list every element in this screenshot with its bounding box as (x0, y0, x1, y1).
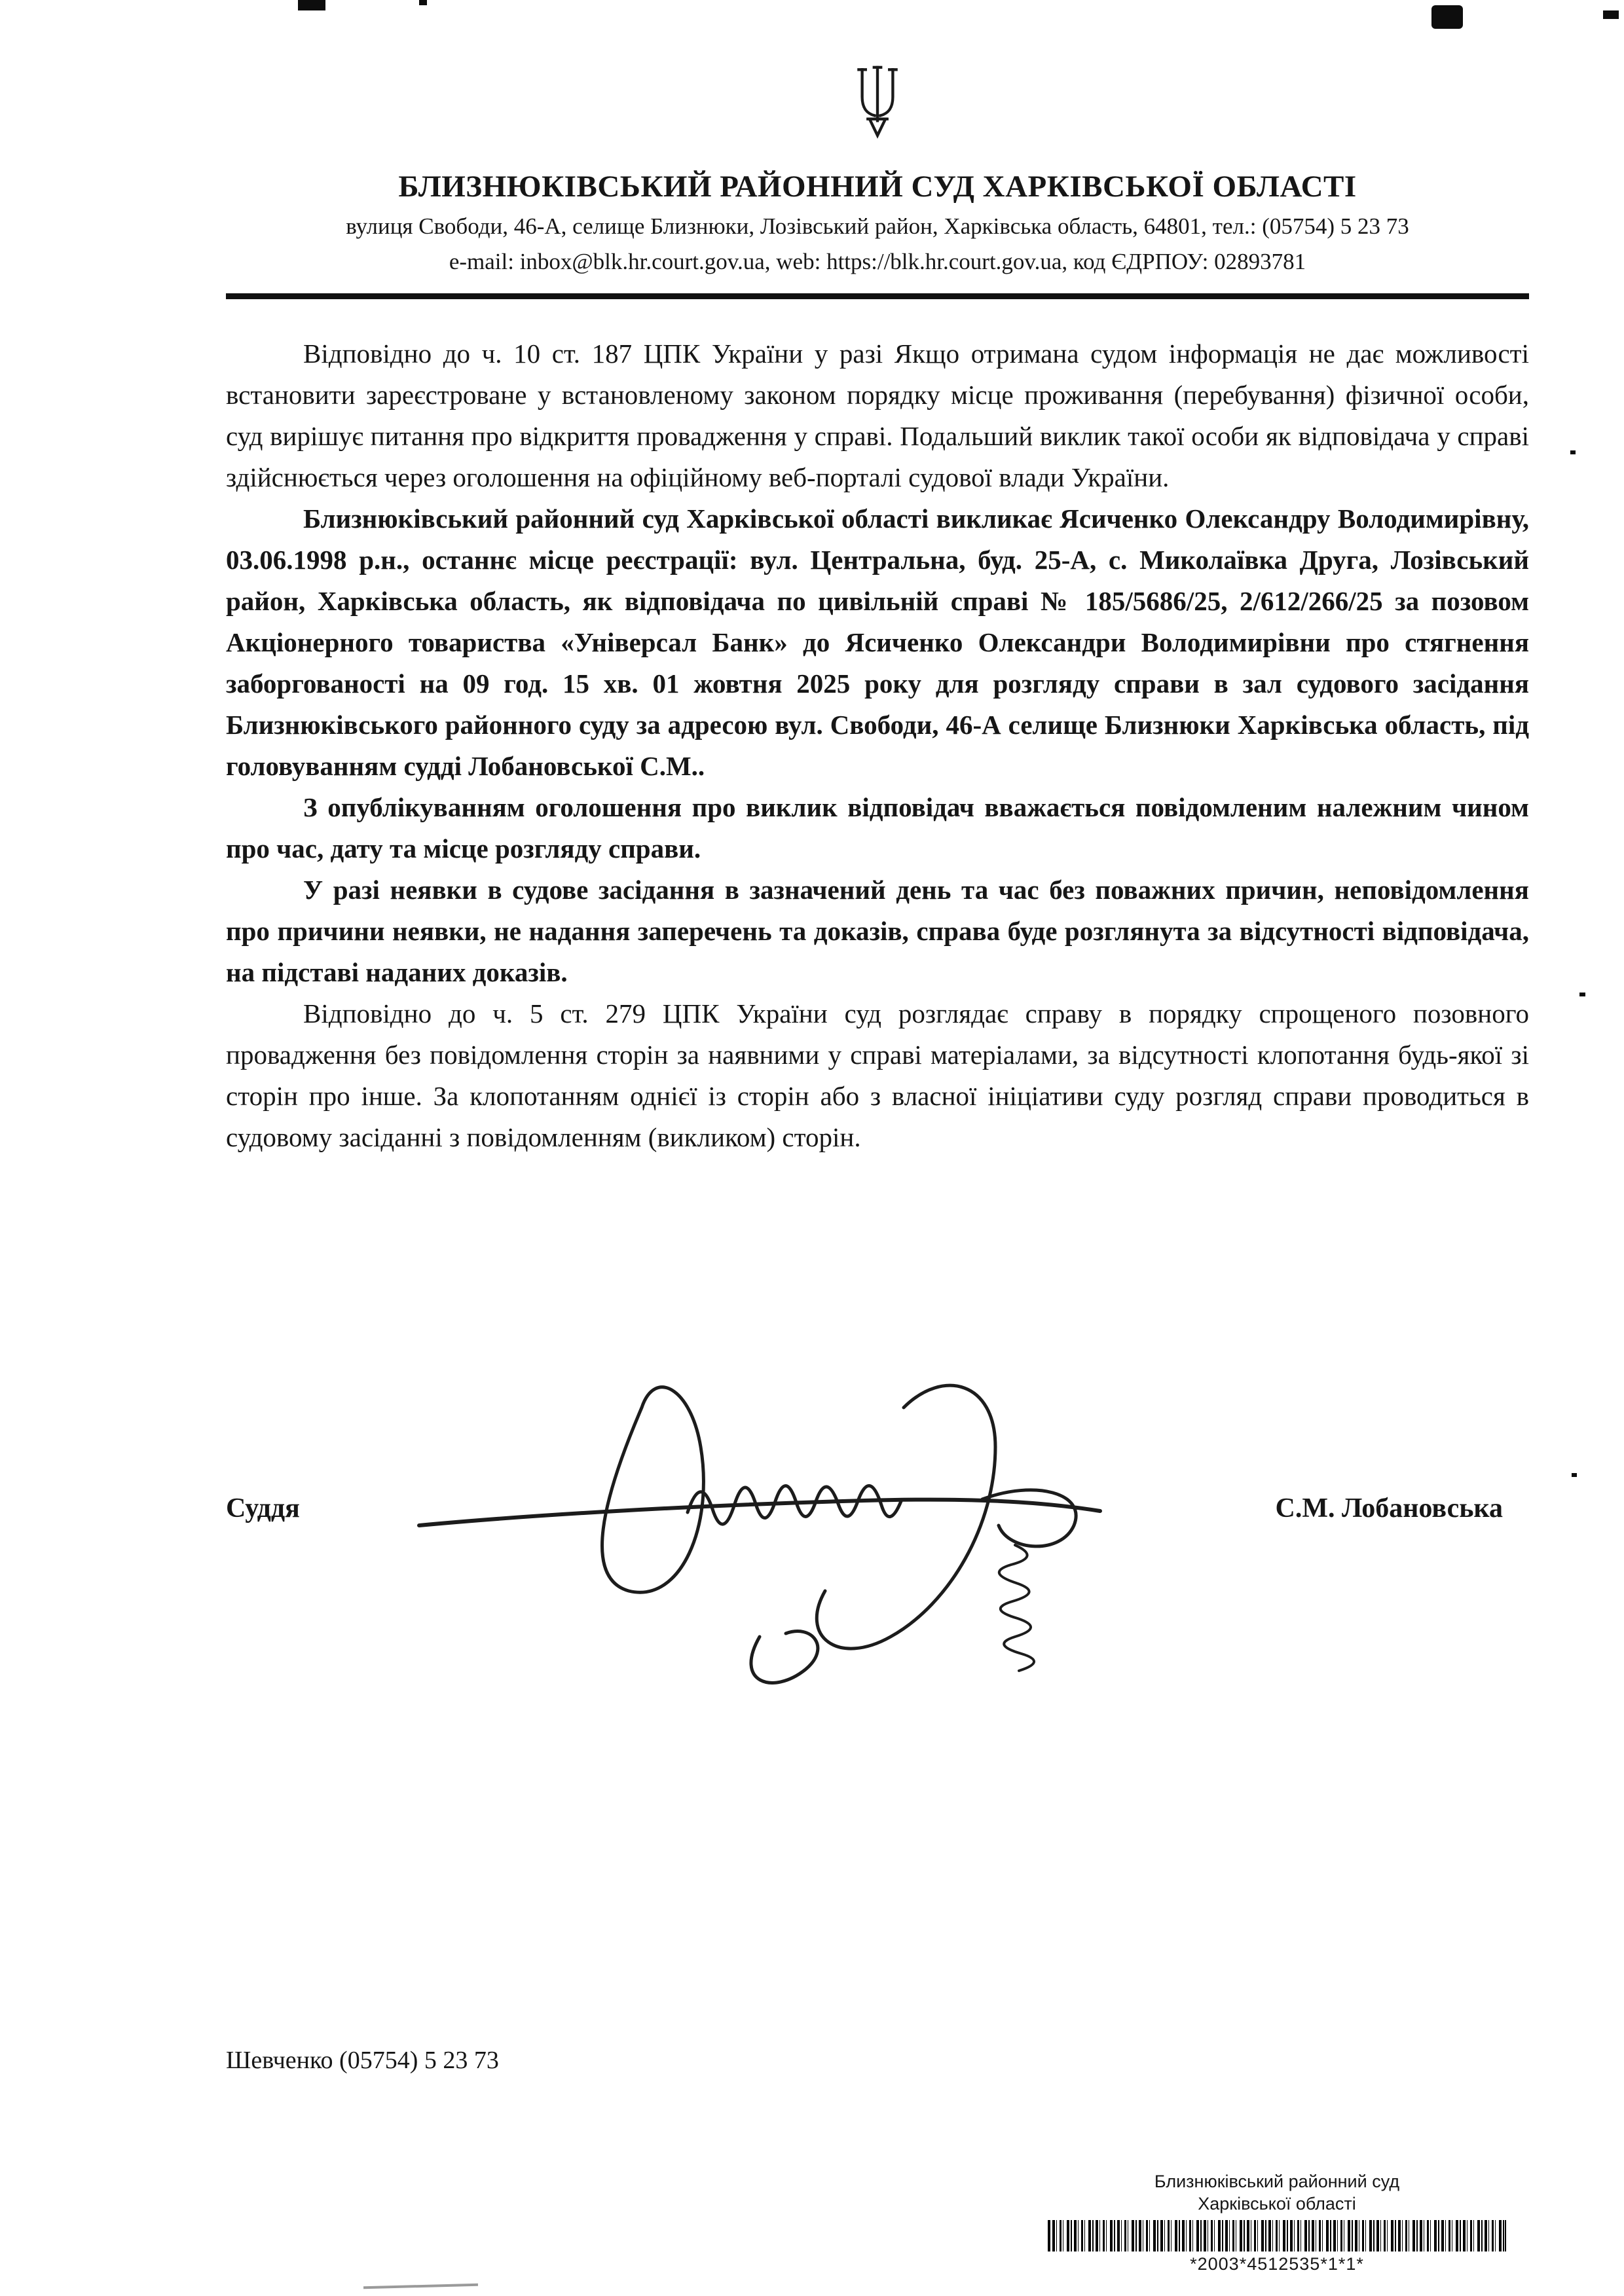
barcode-number: *2003*4512535*1*1* (1190, 2254, 1364, 2274)
paragraph-summons: Близнюківський районний суд Харківської області викликає Ясиченко Олександру Володимирівну, 03.06.1998 р.н., останнє місце реєстрації: вул. Центральна, буд. 25-А, с. Миколаївка Друга, Лозівський район, Харківська область, як відповідача по цивільній справі № 185/5686/25, 2/612/266/25 за позовом Акціонерного товариства «Універсал Банк» до Ясиченко Олександри Володимирівни про стягнення заборгованості на 09 год. 15 хв. 01 жовтня 2025 року для розгляду справи в зал судового засідання Близнюківського районного суду за адресою вул. Свободи, 46-А селище Близнюки Харківська область, під головуванням судді Лобановської С.М.. (226, 503, 1529, 781)
stamp-court-name: Близнюківський районний суд (1154, 2172, 1400, 2191)
trident-right (880, 69, 893, 115)
document-content (226, 0, 1529, 1158)
paragraph-absence-warning: У разі неявки в судове засідання в зазначений день та час без поважних причин, неповідомлення про причини неявки, не надання заперечень та доказів, справа буде розглянута за відсутності відповідача, на підставі наданих доказів. (226, 875, 1529, 987)
paragraph-publication-notice: З опублікуванням оголошення про виклик відповідач вважається повідомленим належним чином про час, дату та місце розгляду справи. (226, 792, 1529, 864)
judge-label: Суддя (226, 1493, 300, 1523)
header-divider (226, 293, 1529, 299)
scan-artifact (1603, 10, 1619, 19)
court-contacts: e-mail: inbox@blk.hr.court.gov.ua, web: https://blk.hr.court.gov.ua, код ЄДРПОУ: 02893781 (449, 249, 1306, 274)
registration-stamp (1025, 2170, 1529, 2275)
clerk-contact: Шевченко (05754) 5 23 73 (226, 2047, 499, 2074)
scan-artifact (1570, 450, 1576, 454)
scan-artifact (363, 2284, 478, 2289)
paragraph-simplified-procedure: Відповідно до ч. 5 ст. 279 ЦПК України суд розглядає справу в порядку спрощеного позовного провадження без повідомлення сторін за наявними у справі матеріалами, за відсутності клопотання будь-якої зі сторін про інше. За клопотанням однієї із сторін або з власної ініціативи суду розгляд справи проводиться в судовому засіданні з повідомленням (викликом) сторін. (226, 998, 1529, 1152)
court-address: вулиця Свободи, 46-А, селище Близнюки, Лозівський район, Харківська область, 64801, тел.: (05754) 5 23 73 (346, 213, 1409, 239)
scan-artifact (1579, 993, 1585, 996)
paragraph-legal-basis: Відповідно до ч. 10 ст. 187 ЦПК України у разі Якщо отримана судом інформація не дає можливості встановити зареєстроване у встановленому законом порядку місце проживання (перебування) фізичної особи, суд вирішує питання про відкриття провадження у справі. Подальший виклик такої особи як відповідача у справі здійснюється через оголошення на офіційному веб-порталі судової влади України. (226, 338, 1529, 492)
stamp-court-region: Харківської області (1198, 2194, 1356, 2214)
signature-row (226, 1493, 1529, 1524)
summons-text (226, 333, 1529, 1158)
court-name-title: БЛИЗНЮКІВСЬКИЙ РАЙОННИЙ СУД ХАРКІВСЬКОЇ ОБЛАСТІ (398, 170, 1357, 204)
trident-left (862, 69, 875, 115)
ukraine-trident-emblem-icon (852, 62, 903, 139)
barcode (1048, 2220, 1506, 2251)
judge-name: С.М. Лобановська (1275, 1493, 1503, 1523)
scan-artifact (1572, 1473, 1577, 1477)
